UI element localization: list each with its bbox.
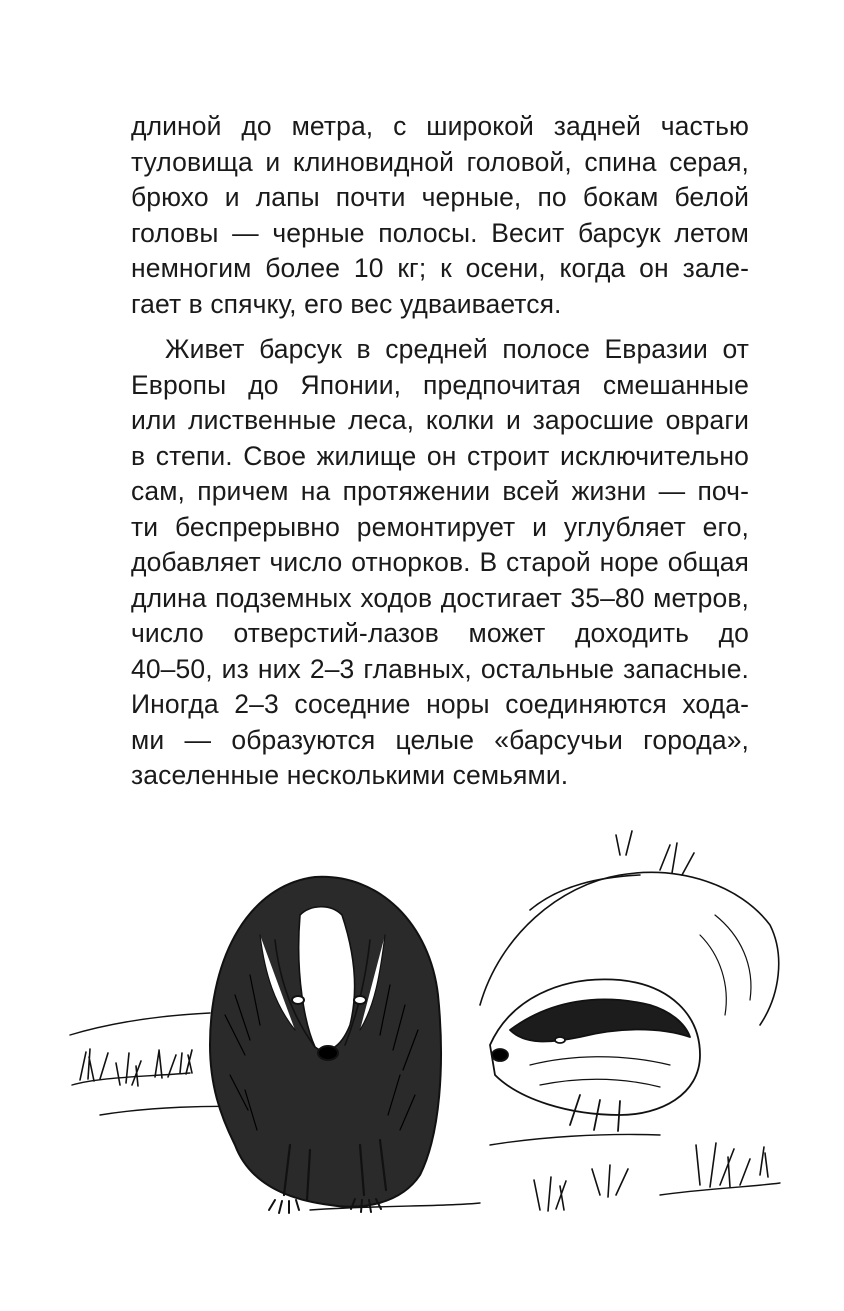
text-line: добавляет число отнорков. В старой норе общая (131, 547, 749, 577)
body-text (131, 109, 749, 794)
text-line: ти беспрерывно ремонтирует и углубляет его, (131, 511, 749, 542)
text-line: длиной до метра, с широкой задней частью (131, 111, 749, 141)
text-line: в степи. Свое жилище он строит исключительно (131, 440, 749, 471)
text-line: сам, причем на протяжении всей жизни — поч- (131, 476, 749, 506)
text-line: Иногда 2–3 соседние норы соединяются хода- (131, 689, 749, 719)
paragraph-2 (131, 332, 749, 794)
main-badger (210, 877, 441, 1213)
text-line: туловища и клиновидной головой, спина серая, (131, 146, 749, 177)
text-line: ми — образуются целые «барсучьи города», (131, 724, 749, 755)
text-line: число отверстий-лазов может доходить до (131, 618, 749, 648)
text-line: или лиственные леса, колки и заросшие овраги (131, 405, 749, 435)
text-line: Живет барсук в средней полосе Евразии от (165, 334, 749, 364)
text-line: головы — черные полосы. Весит барсук летом (131, 217, 749, 248)
text-line: заселенные несколькими семьями. (131, 760, 569, 790)
text-line: гает в спячку, его вес удваивается. (131, 288, 562, 319)
paragraph-1 (131, 109, 749, 322)
text-line: брюхо и лапы почти черные, по бокам белой (131, 182, 749, 212)
text-line: немногим более 10 кг; к осени, когда он зале- (131, 253, 749, 283)
text-line: длина подземных ходов достигает 35–80 метров, (131, 582, 749, 613)
second-badger (490, 979, 700, 1131)
grass-right (534, 1143, 768, 1211)
badger-illustration (60, 815, 790, 1235)
text-line: Европы до Японии, предпочитая смешанные (131, 369, 749, 400)
text-line: 40–50, из них 2–3 главных, остальные запасные. (131, 653, 749, 684)
